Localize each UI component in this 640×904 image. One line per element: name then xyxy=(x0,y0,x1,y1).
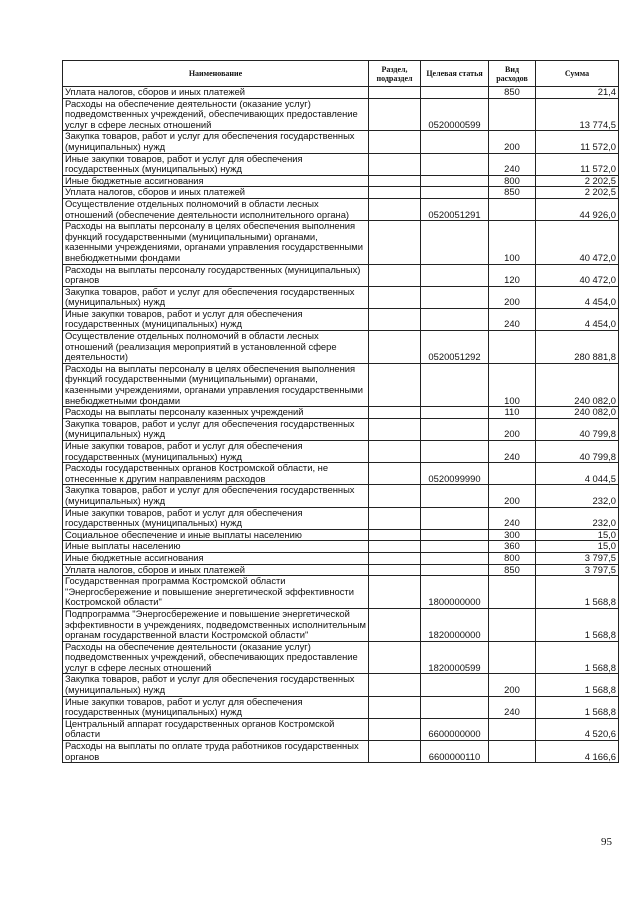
row-section xyxy=(369,576,421,609)
row-kind: 850 xyxy=(489,87,536,99)
row-kind: 240 xyxy=(489,696,536,718)
row-kind xyxy=(489,641,536,674)
header-section: Раздел, подраздел xyxy=(369,61,421,87)
row-kind: 800 xyxy=(489,552,536,564)
row-target xyxy=(421,308,489,330)
row-amount: 13 774,5 xyxy=(536,98,619,131)
row-section xyxy=(369,363,421,406)
table-row xyxy=(63,187,619,199)
table-row xyxy=(63,221,619,264)
row-name: Иные закупки товаров, работ и услуг для обеспечения государственных (муниципальных) нужд xyxy=(63,696,369,718)
table-row xyxy=(63,641,619,674)
row-target xyxy=(421,286,489,308)
row-name: Иные закупки товаров, работ и услуг для обеспечения государственных (муниципальных) нужд xyxy=(63,507,369,529)
row-amount: 4 166,6 xyxy=(536,741,619,763)
row-target: 6600000110 xyxy=(421,741,489,763)
header-name: Наименование xyxy=(63,61,369,87)
row-amount: 11 572,0 xyxy=(536,131,619,153)
table-row xyxy=(63,463,619,485)
row-kind: 200 xyxy=(489,131,536,153)
row-section xyxy=(369,264,421,286)
row-kind: 100 xyxy=(489,363,536,406)
row-amount: 15,0 xyxy=(536,541,619,553)
row-target xyxy=(421,507,489,529)
row-target xyxy=(421,131,489,153)
row-target xyxy=(421,221,489,264)
row-section xyxy=(369,608,421,641)
row-section xyxy=(369,641,421,674)
row-section xyxy=(369,153,421,175)
row-name: Расходы на выплаты по оплате труда работников государственных органов xyxy=(63,741,369,763)
row-section xyxy=(369,718,421,740)
row-amount: 40 472,0 xyxy=(536,221,619,264)
row-amount: 1 568,8 xyxy=(536,641,619,674)
header-amount: Сумма xyxy=(536,61,619,87)
table-row xyxy=(63,529,619,541)
row-section xyxy=(369,98,421,131)
row-amount: 2 202,5 xyxy=(536,187,619,199)
row-target xyxy=(421,485,489,507)
row-kind: 110 xyxy=(489,407,536,419)
row-kind: 800 xyxy=(489,175,536,187)
row-name: Иные выплаты населению xyxy=(63,541,369,553)
row-target: 0520051292 xyxy=(421,331,489,364)
row-section xyxy=(369,418,421,440)
row-name: Расходы на выплаты персоналу государственных (муниципальных) органов xyxy=(63,264,369,286)
table-row xyxy=(63,331,619,364)
row-kind: 240 xyxy=(489,153,536,175)
row-name: Осуществление отдельных полномочий в области лесных отношений (обеспечение деятельности исполнительного органа) xyxy=(63,198,369,220)
row-amount: 280 881,8 xyxy=(536,331,619,364)
table-row xyxy=(63,552,619,564)
row-amount: 15,0 xyxy=(536,529,619,541)
row-kind xyxy=(489,331,536,364)
row-section xyxy=(369,131,421,153)
row-target: 0520051291 xyxy=(421,198,489,220)
row-amount: 44 926,0 xyxy=(536,198,619,220)
row-name: Социальное обеспечение и иные выплаты населению xyxy=(63,529,369,541)
row-kind: 200 xyxy=(489,286,536,308)
row-section xyxy=(369,463,421,485)
row-target xyxy=(421,87,489,99)
table-row xyxy=(63,674,619,696)
row-kind: 100 xyxy=(489,221,536,264)
row-amount: 232,0 xyxy=(536,485,619,507)
row-section xyxy=(369,674,421,696)
row-section xyxy=(369,221,421,264)
row-name: Иные закупки товаров, работ и услуг для обеспечения государственных (муниципальных) нужд xyxy=(63,308,369,330)
row-section xyxy=(369,198,421,220)
table-row xyxy=(63,696,619,718)
row-section xyxy=(369,187,421,199)
row-target xyxy=(421,696,489,718)
row-kind xyxy=(489,741,536,763)
row-name: Иные закупки товаров, работ и услуг для обеспечения государственных (муниципальных) нужд xyxy=(63,153,369,175)
row-target xyxy=(421,407,489,419)
row-amount: 232,0 xyxy=(536,507,619,529)
row-name: Расходы на обеспечение деятельности (оказание услуг) подведомственных учреждений, обеспечивающих предоставление услуг в сфере лесных отношений xyxy=(63,641,369,674)
row-kind xyxy=(489,198,536,220)
row-amount: 40 799,8 xyxy=(536,418,619,440)
row-target xyxy=(421,529,489,541)
row-kind: 240 xyxy=(489,507,536,529)
row-target xyxy=(421,564,489,576)
row-target xyxy=(421,187,489,199)
row-target: 1820000599 xyxy=(421,641,489,674)
row-kind: 120 xyxy=(489,264,536,286)
row-name: Иные бюджетные ассигнования xyxy=(63,175,369,187)
row-amount: 3 797,5 xyxy=(536,564,619,576)
row-name: Уплата налогов, сборов и иных платежей xyxy=(63,564,369,576)
row-target xyxy=(421,175,489,187)
row-target xyxy=(421,153,489,175)
row-kind: 300 xyxy=(489,529,536,541)
row-name: Центральный аппарат государственных органов Костромской области xyxy=(63,718,369,740)
table-row xyxy=(63,198,619,220)
row-amount: 4 044,5 xyxy=(536,463,619,485)
row-section xyxy=(369,407,421,419)
row-target: 0520000599 xyxy=(421,98,489,131)
table-row xyxy=(63,286,619,308)
row-section xyxy=(369,175,421,187)
row-amount: 1 568,8 xyxy=(536,674,619,696)
table-header-row xyxy=(63,61,619,87)
row-target xyxy=(421,418,489,440)
table-row xyxy=(63,308,619,330)
row-name: Уплата налогов, сборов и иных платежей xyxy=(63,187,369,199)
table-row xyxy=(63,576,619,609)
row-amount: 40 472,0 xyxy=(536,264,619,286)
table-row xyxy=(63,264,619,286)
row-name: Расходы государственных органов Костромской области, не отнесенные к другим направлениям расходов xyxy=(63,463,369,485)
row-kind: 850 xyxy=(489,187,536,199)
row-target: 0520099990 xyxy=(421,463,489,485)
row-section xyxy=(369,308,421,330)
row-amount: 1 568,8 xyxy=(536,696,619,718)
row-amount: 1 568,8 xyxy=(536,608,619,641)
table-row xyxy=(63,507,619,529)
table-row xyxy=(63,608,619,641)
row-kind xyxy=(489,98,536,131)
budget-table xyxy=(62,60,619,763)
table-row xyxy=(63,407,619,419)
row-name: Уплата налогов, сборов и иных платежей xyxy=(63,87,369,99)
header-kind: Вид расходов xyxy=(489,61,536,87)
row-name: Закупка товаров, работ и услуг для обеспечения государственных (муниципальных) нужд xyxy=(63,674,369,696)
row-name: Расходы на обеспечение деятельности (оказание услуг) подведомственных учреждений, обеспечивающих предоставление услуг в сфере лесных отношений xyxy=(63,98,369,131)
table-row xyxy=(63,564,619,576)
row-name: Подпрограмма "Энергосбережение и повышение энергетической эффективности в учреждениях, подведомственных исполнительным органам государственной власти Костромской области" xyxy=(63,608,369,641)
row-amount: 3 797,5 xyxy=(536,552,619,564)
table-row xyxy=(63,131,619,153)
page-number: 95 xyxy=(601,836,612,848)
row-kind xyxy=(489,718,536,740)
table-row xyxy=(63,718,619,740)
row-target: 1820000000 xyxy=(421,608,489,641)
row-kind: 240 xyxy=(489,308,536,330)
row-amount: 40 799,8 xyxy=(536,441,619,463)
table-row xyxy=(63,363,619,406)
row-section xyxy=(369,485,421,507)
row-name: Закупка товаров, работ и услуг для обеспечения государственных (муниципальных) нужд xyxy=(63,286,369,308)
row-section xyxy=(369,529,421,541)
row-amount: 11 572,0 xyxy=(536,153,619,175)
row-name: Закупка товаров, работ и услуг для обеспечения государственных (муниципальных) нужд xyxy=(63,418,369,440)
row-name: Расходы на выплаты персоналу казенных учреждений xyxy=(63,407,369,419)
row-target xyxy=(421,674,489,696)
row-target xyxy=(421,441,489,463)
row-target xyxy=(421,363,489,406)
row-section xyxy=(369,741,421,763)
table-row xyxy=(63,741,619,763)
row-section xyxy=(369,564,421,576)
table-row xyxy=(63,418,619,440)
row-amount: 1 568,8 xyxy=(536,576,619,609)
row-kind: 850 xyxy=(489,564,536,576)
row-kind: 360 xyxy=(489,541,536,553)
row-amount: 2 202,5 xyxy=(536,175,619,187)
table-row xyxy=(63,441,619,463)
row-target xyxy=(421,541,489,553)
row-name: Закупка товаров, работ и услуг для обеспечения государственных (муниципальных) нужд xyxy=(63,131,369,153)
row-amount: 4 454,0 xyxy=(536,286,619,308)
row-section xyxy=(369,286,421,308)
header-target: Целевая статья xyxy=(421,61,489,87)
row-target: 6600000000 xyxy=(421,718,489,740)
row-name: Расходы на выплаты персоналу в целях обеспечения выполнения функций государственными (муниципальными) органами, казенными учреждениями, органами управления государственными внебюджетными фондами xyxy=(63,221,369,264)
table-row xyxy=(63,541,619,553)
row-name: Расходы на выплаты персоналу в целях обеспечения выполнения функций государственными (муниципальными) органами, казенными учреждениями, органами управления государственными внебюджетными фондами xyxy=(63,363,369,406)
row-amount: 4 454,0 xyxy=(536,308,619,330)
table-row xyxy=(63,153,619,175)
row-target xyxy=(421,264,489,286)
row-section xyxy=(369,331,421,364)
row-amount: 240 082,0 xyxy=(536,363,619,406)
row-amount: 21,4 xyxy=(536,87,619,99)
row-section xyxy=(369,507,421,529)
row-name: Закупка товаров, работ и услуг для обеспечения государственных (муниципальных) нужд xyxy=(63,485,369,507)
row-name: Иные закупки товаров, работ и услуг для обеспечения государственных (муниципальных) нужд xyxy=(63,441,369,463)
row-section xyxy=(369,552,421,564)
row-name: Осуществление отдельных полномочий в области лесных отношений (реализация мероприятий в установленной сфере деятельности) xyxy=(63,331,369,364)
row-kind xyxy=(489,576,536,609)
table-row xyxy=(63,175,619,187)
row-kind: 200 xyxy=(489,485,536,507)
row-kind: 240 xyxy=(489,441,536,463)
row-section xyxy=(369,441,421,463)
row-name: Иные бюджетные ассигнования xyxy=(63,552,369,564)
row-section xyxy=(369,696,421,718)
row-kind: 200 xyxy=(489,418,536,440)
table-row xyxy=(63,98,619,131)
row-amount: 4 520,6 xyxy=(536,718,619,740)
row-name: Государственная программа Костромской области "Энергосбережение и повышение энергетической эффективности Костромской области" xyxy=(63,576,369,609)
row-kind xyxy=(489,463,536,485)
row-target: 1800000000 xyxy=(421,576,489,609)
row-section xyxy=(369,541,421,553)
table-row xyxy=(63,485,619,507)
row-target xyxy=(421,552,489,564)
table-row xyxy=(63,87,619,99)
row-section xyxy=(369,87,421,99)
row-amount: 240 082,0 xyxy=(536,407,619,419)
row-kind xyxy=(489,608,536,641)
row-kind: 200 xyxy=(489,674,536,696)
